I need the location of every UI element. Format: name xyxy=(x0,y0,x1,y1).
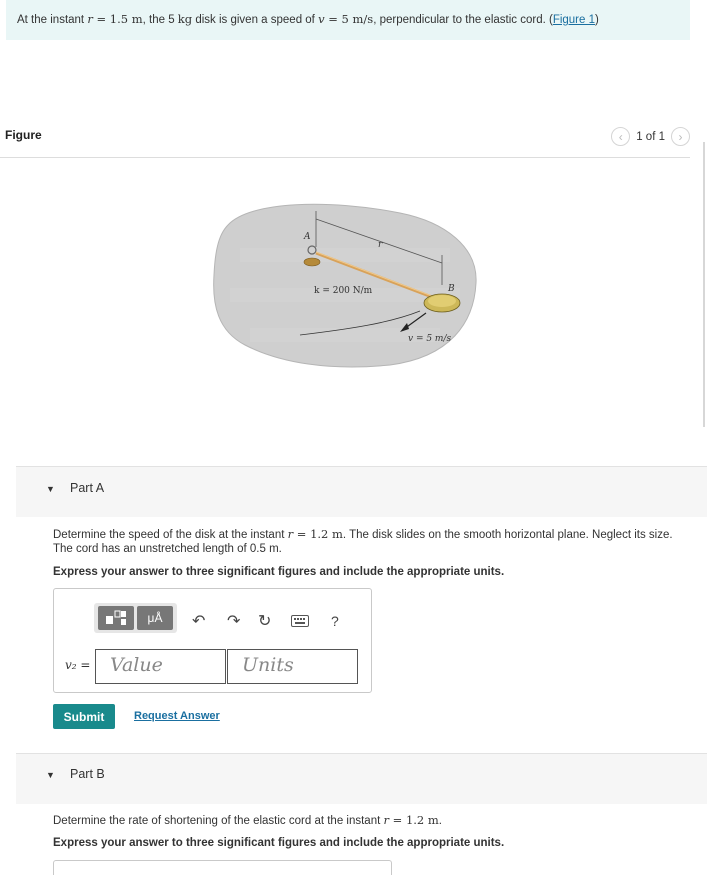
part-a-q-text-3: The cord has an unstretched length of 0.5 m. xyxy=(53,543,282,555)
intro-r-value: = 1.5 m xyxy=(92,12,143,26)
part-b-answer-box xyxy=(53,860,392,875)
part-b-instruction: Express your answer to three significant figures and include the appropriate units. xyxy=(53,837,505,849)
request-answer-link[interactable]: Request Answer xyxy=(134,710,220,722)
part-b-r-value: = 1.2 m xyxy=(389,813,439,827)
submit-button[interactable]: Submit xyxy=(53,704,115,729)
intro-kg-unit: kg xyxy=(177,12,193,26)
figure-pager xyxy=(611,127,690,146)
next-figure-button[interactable] xyxy=(671,127,690,146)
figure-title: Figure xyxy=(5,128,42,142)
chevron-left-icon: ‹ xyxy=(618,129,623,144)
disk-b-top xyxy=(428,295,456,307)
reset-icon[interactable]: ↻ xyxy=(258,613,272,630)
intro-text-5: ) xyxy=(595,14,599,26)
intro-text-2: , the 5 xyxy=(142,14,178,26)
format-toolbar xyxy=(94,603,177,633)
part-b-question xyxy=(53,813,442,828)
prev-figure-button[interactable] xyxy=(611,127,630,146)
label-v: v = 5 m/s xyxy=(408,334,452,344)
intro-v-value: = 5 m/s xyxy=(324,12,374,26)
figure-scrollbar[interactable] xyxy=(703,142,705,427)
pager-count: 1 of 1 xyxy=(636,130,665,143)
answer-variable-label: v₂ = xyxy=(65,658,91,672)
problem-statement xyxy=(6,0,690,40)
part-b-label: Part B xyxy=(70,767,105,781)
anchor-base xyxy=(304,258,320,266)
intro-v-variable: v xyxy=(318,12,325,26)
part-b-header[interactable] xyxy=(16,753,707,804)
intro-text: At the instant xyxy=(17,14,88,26)
fraction-template-icon xyxy=(105,610,127,626)
part-b-q-text: Determine the rate of shortening of the elastic cord at the instant xyxy=(53,815,384,827)
intro-text-4: , perpendicular to the elastic cord. ( xyxy=(373,14,553,26)
redo-icon[interactable]: ↷ xyxy=(227,613,241,630)
part-a-q-text: Determine the speed of the disk at the instant xyxy=(53,529,288,541)
part-a-instruction: Express your answer to three significant figures and include the appropriate units. xyxy=(53,566,505,578)
label-b: B xyxy=(448,284,455,294)
value-input[interactable]: Value xyxy=(95,649,226,684)
units-input[interactable]: Units xyxy=(227,649,358,684)
label-r: r xyxy=(378,240,383,250)
mu-angstrom-icon: μÅ xyxy=(147,611,163,625)
part-a-header[interactable] xyxy=(16,466,707,517)
part-a-r-value: = 1.2 m xyxy=(293,527,343,541)
figure-link[interactable]: Figure 1 xyxy=(552,14,595,26)
figure-header xyxy=(0,126,690,158)
part-a-label: Part A xyxy=(70,481,105,495)
chevron-right-icon: › xyxy=(678,129,683,144)
templates-button[interactable] xyxy=(98,606,134,630)
undo-icon[interactable]: ↶ xyxy=(192,613,206,630)
part-b-r-variable: r xyxy=(383,813,389,827)
keyboard-icon[interactable] xyxy=(291,614,309,632)
intro-text-3: disk is given a speed of xyxy=(192,14,319,26)
intro-r-variable: r xyxy=(87,12,93,26)
caret-down-icon: ▼ xyxy=(46,484,55,494)
label-k: k = 200 N/m xyxy=(314,286,373,296)
answer-box xyxy=(53,588,372,693)
part-a-r-variable: r xyxy=(287,527,294,541)
part-a-q-text-2: . The disk slides on the smooth horizontal plane. Neglect its size. xyxy=(342,529,673,541)
help-icon[interactable]: ? xyxy=(331,613,339,629)
caret-down-icon: ▼ xyxy=(46,770,55,780)
part-b-q-text-2: . xyxy=(438,815,442,827)
disk-cord-diagram xyxy=(210,195,480,370)
units-button[interactable] xyxy=(137,606,173,630)
part-a-question xyxy=(53,527,673,556)
label-a: A xyxy=(304,232,311,242)
